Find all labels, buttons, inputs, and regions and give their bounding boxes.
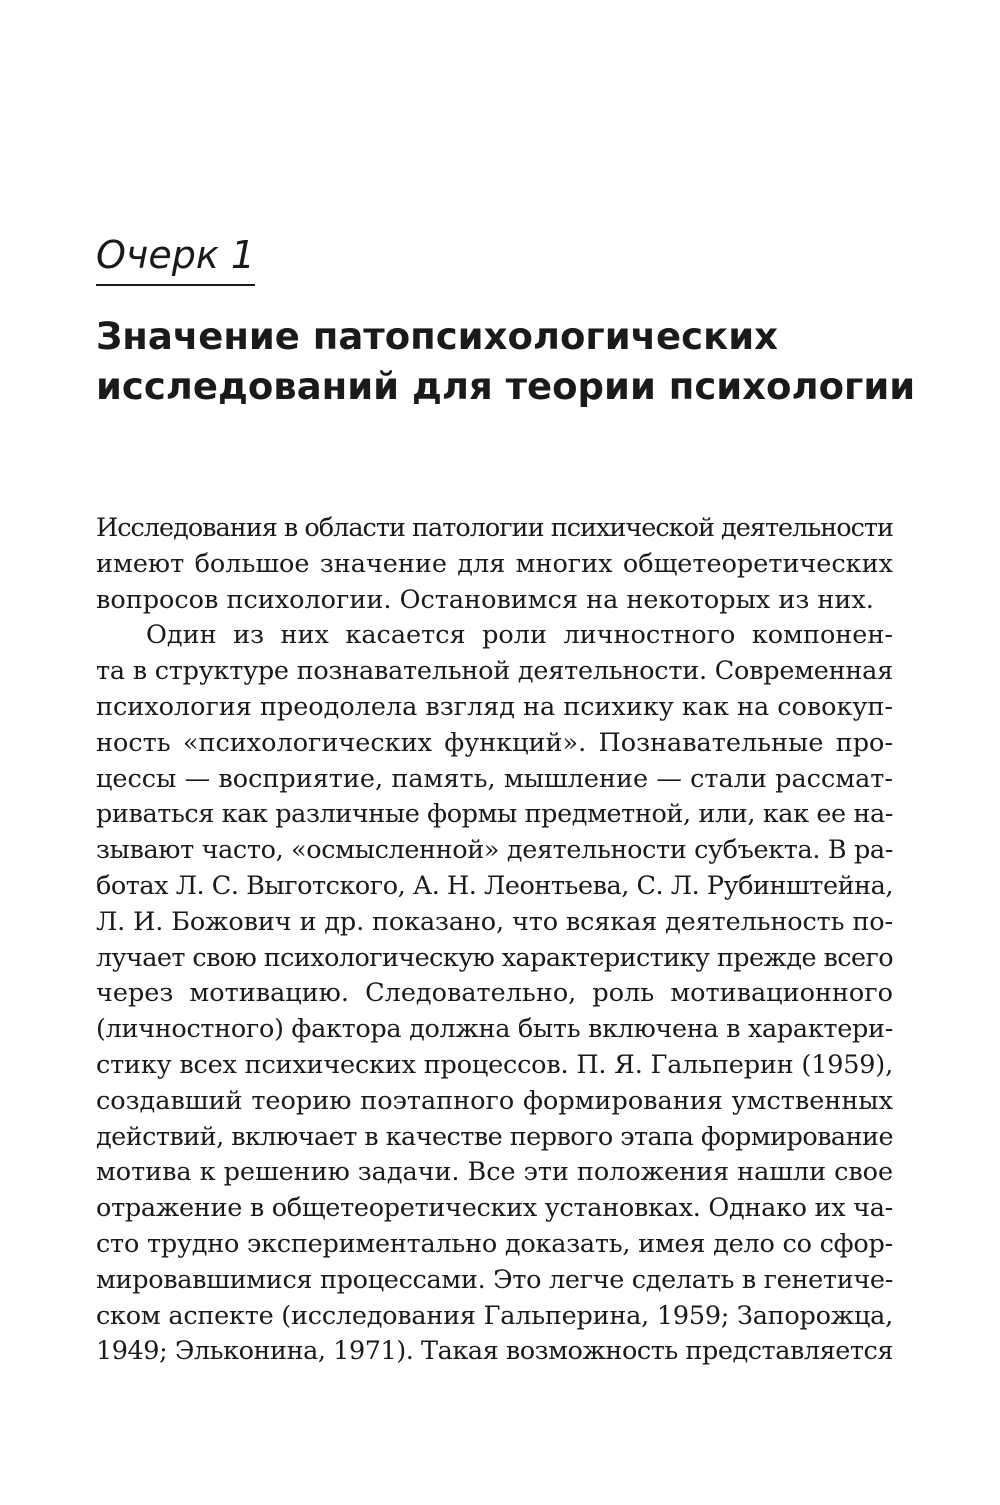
chapter-label: Очерк 1 (96, 232, 255, 286)
text-line: имеют большое значение для многих общетеоретических (96, 548, 893, 579)
chapter-title-line: Значение патопсихологических (96, 315, 778, 358)
text-line: вопросов психологии. Остановимся на некоторых из них. (96, 584, 874, 615)
text-line: сто трудно экспериментально доказать, имея дело со сфор- (96, 1228, 893, 1259)
text-line: создавший теорию поэтапного формирования умственных (96, 1085, 893, 1116)
text-line: через мотивацию. Следовательно, роль мотивационного (96, 978, 893, 1009)
chapter-title (96, 312, 916, 412)
text-line: зывают часто, «осмысленной» деятельности субъекта. В ра- (96, 835, 893, 866)
text-line: цессы — восприятие, память, мышление — стали рассмат- (96, 763, 893, 794)
text-line: Исследования в области патологии психической деятельности (96, 513, 893, 543)
text-line: (личностного) фактора должна быть включена в характери- (96, 1014, 893, 1045)
text-line: ском аспекте (исследования Гальперина, 1959; Запорожца, (96, 1300, 893, 1331)
text-line: психология преодолела взгляд на психику как на совокуп- (96, 691, 893, 722)
text-line: стику всех психических процессов. П. Я. Гальперин (1959), (96, 1049, 893, 1080)
text-line: риваться как различные формы предметной, или, как ее на- (96, 799, 893, 830)
text-line: отражение в общетеоретических установках. Однако их ча- (96, 1193, 893, 1224)
text-line: Л. И. Божович и др. показано, что всякая деятельность по- (96, 906, 893, 937)
text-line: 1949; Эльконина, 1971). Такая возможность представляется (96, 1336, 893, 1367)
text-line: мотива к решению задачи. Все эти положения нашли свое (96, 1157, 893, 1188)
text-line: ботах Л. С. Выготского, А. Н. Леонтьева, С. Л. Рубинштейна, (96, 870, 893, 901)
text-line: ность «психологических функций». Познавательные про- (96, 727, 893, 758)
body-text (96, 511, 893, 1370)
text-line: та в структуре познавательной деятельности. Современная (96, 656, 893, 687)
chapter-title-line: исследований для теории психологии (96, 365, 916, 408)
text-line: лучает свою психологическую характеристику прежде всего (96, 942, 893, 973)
text-line: действий, включает в качестве первого этапа формирование (96, 1121, 893, 1152)
text-line: мировавшимися процессами. Это легче сделать в генетиче- (96, 1264, 893, 1295)
text-line: Один из них касается роли личностного компонен- (146, 620, 893, 651)
